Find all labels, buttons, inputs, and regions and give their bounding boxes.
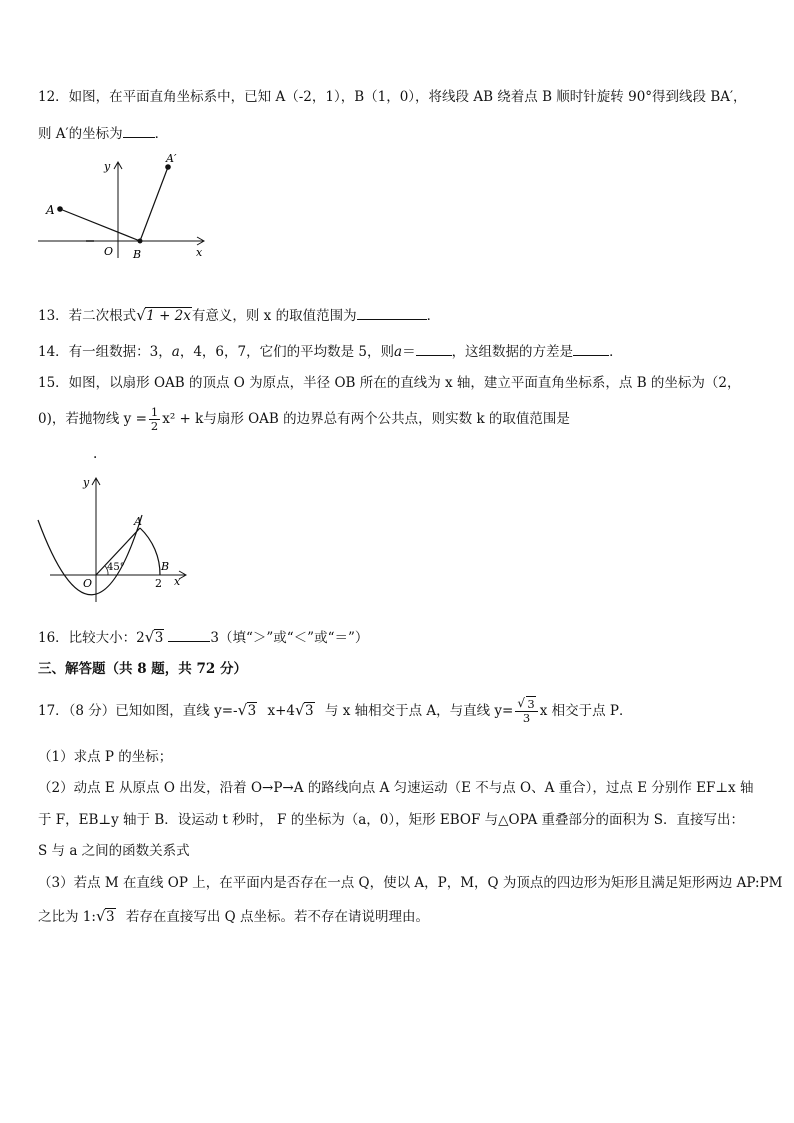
q17-fraction	[515, 698, 537, 725]
q15-line1: 15．如图，以扇形 OAB 的顶点 O 为原点，半径 OB 所在的直线为 x 轴，建立平面直角坐标系，点 B 的坐标为（2，	[38, 375, 741, 391]
q14-var-a2: a	[394, 344, 403, 360]
q17-sqrt-2: √ 3	[295, 701, 314, 719]
section3-title: 三、解答题（共 8 题，共 72 分）	[38, 661, 247, 677]
q15-figure	[36, 472, 196, 617]
q12-segment-ba-prime	[140, 167, 168, 241]
q14-prefix: 14．有一组数据：3，	[38, 344, 172, 360]
q15-line2	[38, 405, 570, 433]
q12-line1: 12．如图，在平面直角坐标系中，已知 A（-2，1），B（1，0），将线段 AB 绕着点 B 顺时针旋转 90°得到线段 BA′，	[38, 89, 747, 105]
q15-label-two: 2	[155, 577, 162, 590]
q17-sub3-line1: （3）若点 M 在直线 OP 上，在平面内是否存在一点 Q，使以 A，P，M，Q 为顶点的四边形为矩形且满足矩形两边 AP:PM	[38, 875, 783, 891]
q17-frac-den: 3	[522, 711, 531, 725]
q13-end: ．	[426, 308, 441, 324]
q14-answer-blank-1[interactable]	[416, 341, 452, 356]
q17-line1	[38, 696, 632, 726]
q17-line1-end: x 相交于点 P．	[539, 703, 633, 719]
q17-line1-mid: x+4	[267, 703, 296, 719]
q14-mid2: ＝	[402, 344, 416, 360]
q14-var-a1: a	[171, 344, 180, 360]
q12-figure	[36, 152, 211, 262]
q17-frac-num	[515, 698, 537, 712]
q17-frac-sqrt: √ 3	[517, 696, 535, 711]
q14-mid3: ，这组数据的方差是	[451, 344, 574, 360]
q15-frac-num: 1	[150, 405, 159, 419]
q12-line2-end: ．	[154, 126, 169, 142]
q13-radicand: 1 + 2x	[146, 308, 191, 324]
q13-suffix: 有意义，则 x 的取值范围为	[191, 308, 357, 324]
q17-sqrt-1: √ 3	[237, 701, 257, 719]
q15-label-y: y	[83, 476, 90, 489]
q12-label-y: y	[104, 160, 111, 173]
q17-sub3-line2	[38, 907, 429, 927]
q15-dot: .	[93, 446, 98, 462]
q16-answer-blank[interactable]	[168, 627, 210, 642]
q12-segment-ab	[60, 209, 140, 241]
q15-line2-prefix: 0)，若抛物线 y =	[38, 411, 147, 427]
q17-sub1: （1）求点 P 的坐标；	[38, 749, 173, 765]
q14-end: ．	[609, 344, 623, 360]
q17-radicand-2: 3	[305, 703, 314, 719]
q16-radicand: 3	[154, 630, 164, 646]
q14-line	[38, 341, 623, 362]
q13-line	[38, 305, 440, 326]
q14-mid1: ，4，6，7，它们的平均数是 5，则	[179, 344, 394, 360]
q12-point-a-prime	[165, 164, 171, 170]
q13-prefix: 13．若二次根式	[38, 308, 137, 324]
q12-label-a-prime: A′	[166, 152, 177, 165]
q17-sub3-prefix: 之比为 1:	[38, 909, 96, 925]
q12-label-o: O	[104, 245, 114, 258]
q15-sector-arc	[140, 528, 160, 575]
q17-radicand-1: 3	[247, 703, 257, 719]
q17-sub2-line1: （2）动点 E 从原点 O 出发，沿着 O→P→A 的路线向点 A 匀速运动（E 不与点 O、A 重合），过点 E 分别作 EF⊥x 轴	[38, 780, 754, 796]
q14-answer-blank-2[interactable]	[573, 341, 609, 356]
q15-label-x: x	[174, 575, 181, 588]
q17-radicand-3: 3	[105, 909, 115, 925]
q15-label-a: A	[134, 515, 142, 528]
q12-label-x: x	[196, 246, 203, 259]
q17-sub3-suffix: 若存在直接写出 Q 点坐标。若不存在请说明理由。	[125, 909, 429, 925]
q16-line	[38, 627, 368, 648]
q16-suffix: 3（填“＞”或“＜”或“＝”）	[210, 630, 369, 646]
q16-sqrt: √ 3	[144, 628, 164, 646]
q12-point-a	[57, 206, 63, 212]
q16-prefix: 16．比较大小：2	[38, 630, 145, 646]
q13-answer-blank[interactable]	[357, 305, 427, 320]
q15-label-angle: 45°	[107, 562, 125, 573]
q12-label-b: B	[133, 248, 142, 261]
q15-label-o: O	[83, 577, 93, 590]
q15-expr: x² + k	[162, 411, 204, 427]
q15-label-b: B	[161, 560, 170, 573]
q17-line1-mid2: 与 x 轴相交于点 A，与直线 y=	[324, 703, 514, 719]
q12-label-a: A	[46, 203, 55, 217]
q17-frac-radicand: 3	[527, 697, 535, 711]
q12-line2-text: 则 A′的坐标为	[38, 126, 123, 142]
q17-sub2-line2: 于 F，EB⊥y 轴于 B．设运动 t 秒时， F 的坐标为（a，0），矩形 EBOF 与△OPA 重叠部分的面积为 S．直接写出：	[38, 812, 745, 828]
q13-sqrt: √ 1 + 2x	[136, 306, 191, 324]
q12-answer-blank[interactable]	[123, 123, 155, 138]
q12-line2	[38, 123, 168, 144]
q17-sqrt-3: √ 3	[95, 907, 115, 925]
q15-line2-suffix: 与扇形 OAB 的边界总有两个公共点，则实数 k 的取值范围是	[203, 411, 570, 427]
q15-frac-den: 2	[150, 419, 159, 433]
q17-line1-prefix: 17．（8 分）已知如图，直线 y=-	[38, 703, 238, 719]
q15-fraction	[149, 406, 160, 433]
q12-point-b	[138, 239, 143, 244]
q17-sub2-line3: S 与 a 之间的函数关系式	[38, 843, 190, 859]
